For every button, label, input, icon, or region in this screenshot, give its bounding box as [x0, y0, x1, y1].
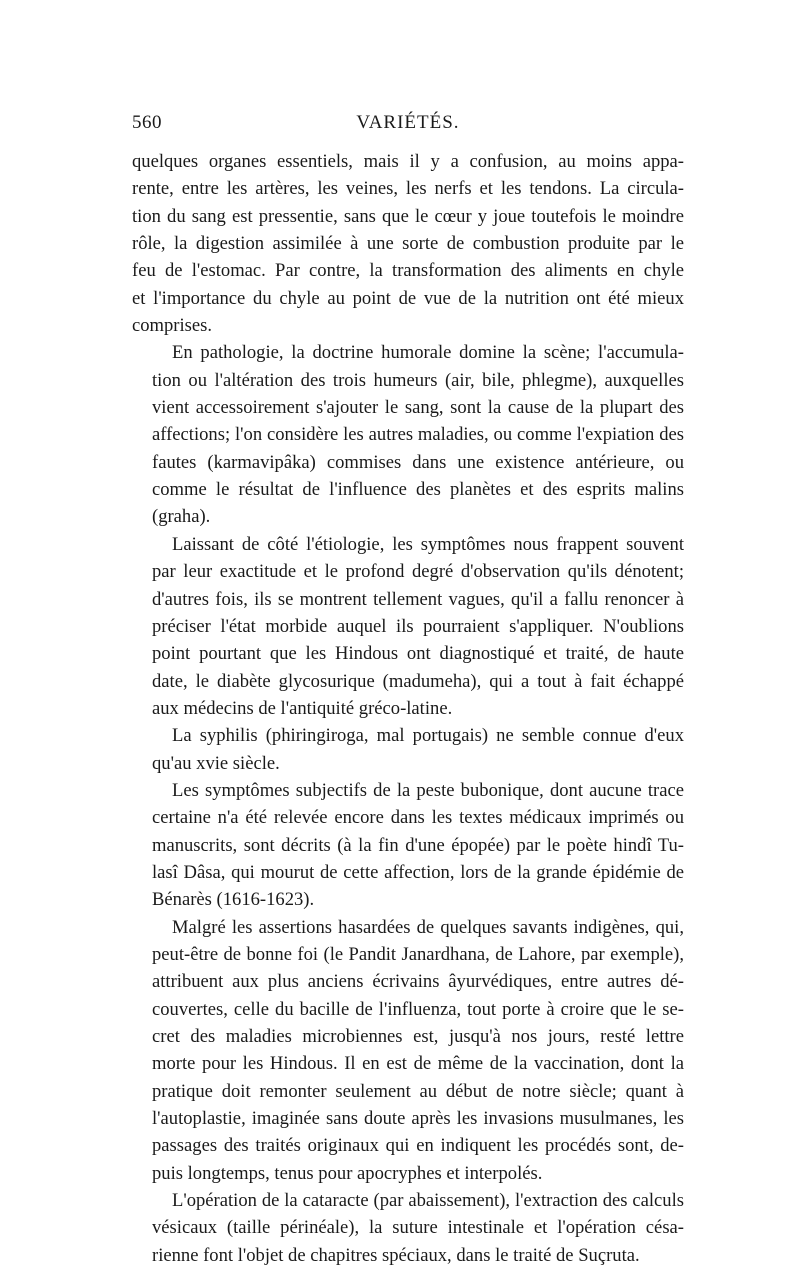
paragraph [132, 1187, 684, 1269]
text-line: fautes (karmavipâka) commises dans une existence antérieure, ou [152, 451, 684, 473]
text-line: d'autres fois, ils se montrent tellement vagues, qu'il a fallu renoncer à [152, 588, 684, 610]
text-line: Laissant de côté l'étiologie, les symptômes nous frappent souvent [172, 533, 684, 555]
text-line: puis longtemps, tenus pour apocryphes et interpolés. [152, 1162, 543, 1184]
text-line: La syphilis (phiringiroga, mal portugais) ne semble connue d'eux [172, 725, 684, 747]
text-line: certaine n'a été relevée encore dans les textes médicaux imprimés ou [152, 807, 684, 829]
paragraph [132, 531, 684, 722]
text-line: par leur exactitude et le profond degré d'observation qu'ils dénotent; [152, 561, 684, 583]
text-line: Malgré les assertions hasardées de quelques savants indigènes, qui, [172, 916, 684, 938]
text-line: En pathologie, la doctrine humorale domine la scène; l'accumula- [172, 342, 684, 364]
text-line: l'autoplastie, imaginée sans doute après les invasions musulmanes, les [152, 1108, 684, 1130]
text-line: L'opération de la cataracte (par abaissement), l'extraction des calculs [172, 1190, 684, 1212]
running-head [132, 112, 684, 142]
text-line: manuscrits, sont décrits (à la fin d'une épopée) par le poète hindî Tu- [152, 834, 684, 856]
text-line: pratique doit remonter seulement au début de notre siècle; quant à [152, 1080, 684, 1102]
text-line: rente, entre les artères, les veines, les nerfs et les tendons. La circula- [132, 178, 684, 200]
paragraph [132, 148, 684, 339]
body-text [132, 148, 684, 1269]
text-line: rienne font l'objet de chapitres spéciaux, dans le traité de Suçruta. [152, 1244, 640, 1266]
text-line: Les symptômes subjectifs de la peste bubonique, dont aucune trace [172, 779, 684, 801]
text-line: vient accessoirement s'ajouter le sang, sont la cause de la plupart des [152, 397, 684, 419]
text-line: rôle, la digestion assimilée à une sorte de combustion produite par le [132, 233, 684, 255]
paragraph [132, 339, 684, 530]
text-line: passages des traités originaux qui en indiquent les procédés sont, de- [152, 1135, 684, 1157]
text-line: date, le diabète glycosurique (madumeha), qui a tout à fait échappé [152, 670, 684, 692]
text-line: et l'importance du chyle au point de vue de la nutrition ont été mieux [132, 287, 684, 309]
page-number: 560 [132, 112, 162, 133]
text-line: peut-être de bonne foi (le Pandit Janardhana, de Lahore, par exemple), [152, 943, 684, 965]
paragraph [132, 777, 684, 914]
text-line: attribuent aux plus anciens écrivains âyurvédiques, entre autres dé- [152, 971, 684, 993]
text-line: feu de l'estomac. Par contre, la transformation des aliments en chyle [132, 260, 684, 282]
text-line: qu'au xvie siècle. [152, 752, 280, 774]
text-line: comme le résultat de l'influence des planètes et des esprits malins [152, 479, 684, 501]
paragraph [132, 914, 684, 1187]
paragraph [132, 722, 684, 777]
book-page [132, 112, 684, 1269]
text-line: morte pour les Hindous. Il en est de même de la vaccination, dont la [152, 1053, 684, 1075]
text-line: vésicaux (taille périnéale), la suture intestinale et l'opération césa- [152, 1217, 684, 1239]
text-line: Bénarès (1616-1623). [152, 889, 315, 911]
text-line: quelques organes essentiels, mais il y a confusion, au moins appa- [132, 151, 684, 172]
text-line: lasî Dâsa, qui mourut de cette affection, lors de la grande épidémie de [152, 861, 684, 883]
text-line: cret des maladies microbiennes est, jusqu'à nos jours, resté lettre [152, 1026, 684, 1047]
text-line: point pourtant que les Hindous ont diagnostiqué et traité, de haute [152, 643, 684, 665]
running-title: VARIÉTÉS. [356, 112, 460, 133]
text-line: préciser l'état morbide auquel ils pourraient s'appliquer. N'oublions [152, 615, 684, 637]
text-line: tion du sang est pressentie, sans que le cœur y joue toutefois le moindre [132, 205, 684, 227]
text-line: couvertes, celle du bacille de l'influenza, tout porte à croire que le se- [152, 998, 684, 1020]
text-line: comprises. [132, 315, 213, 337]
text-line: aux médecins de l'antiquité gréco-latine. [152, 697, 453, 719]
text-line: affections; l'on considère les autres maladies, ou comme l'expiation des [152, 424, 684, 446]
text-line: tion ou l'altération des trois humeurs (air, bile, phlegme), auxquelles [152, 369, 684, 391]
text-line: (graha). [152, 506, 211, 528]
